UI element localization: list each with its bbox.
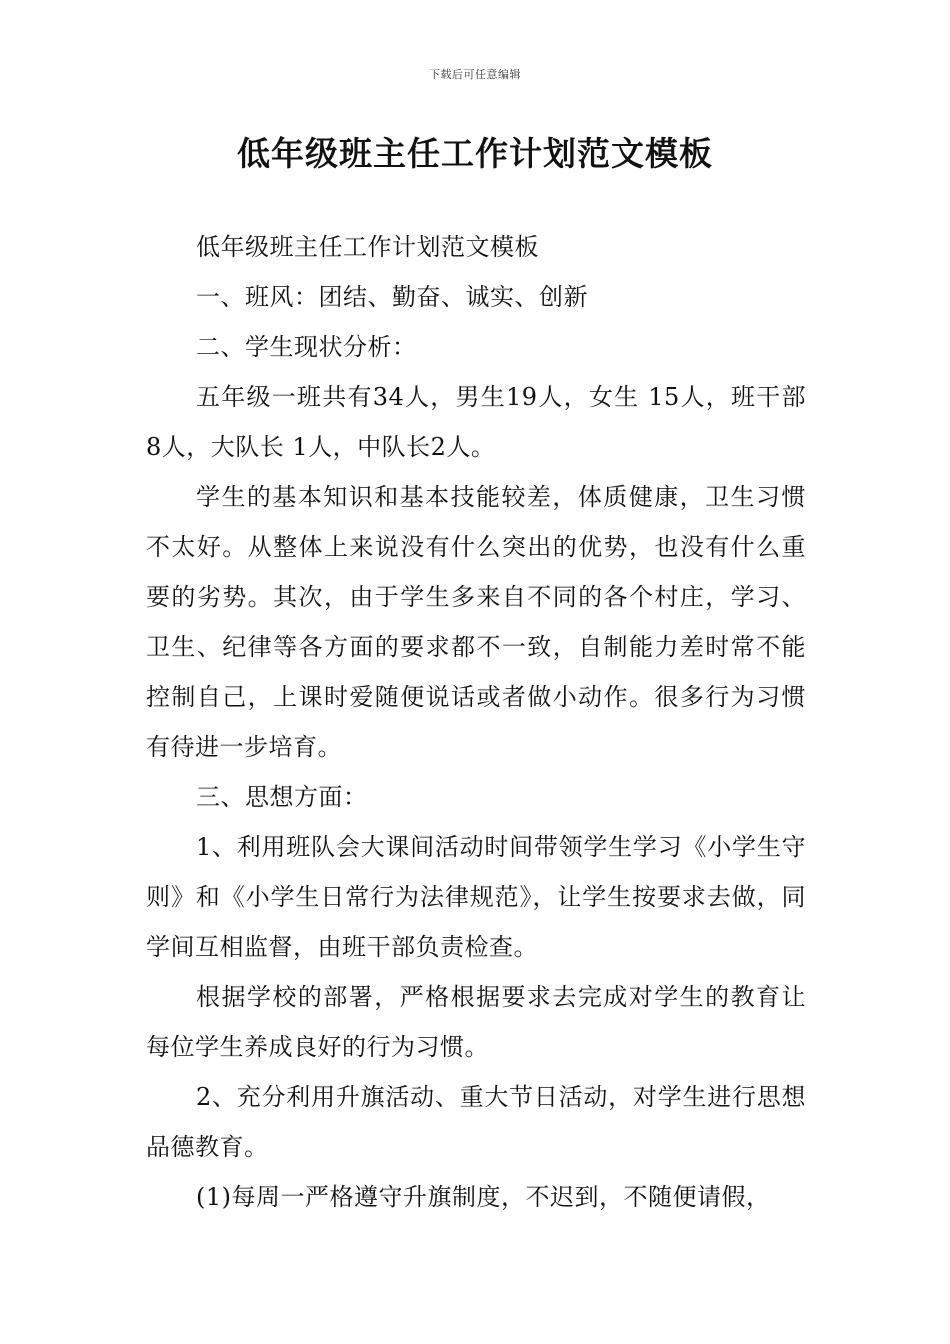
document-title: 低年级班主任工作计划范文模板	[237, 134, 713, 173]
paragraph-class-style: 一、班风：团结、勤奋、诚实、创新	[196, 283, 588, 311]
paragraph: 1、利用班队会大课间活动时间带领学生学习《小学生守则》和《小学生日常行为法律规范》，让学生按要求去做，同学间互相监督，由班干部负责检查。	[146, 833, 806, 961]
paragraph-section-heading: 三、思想方面：	[196, 783, 368, 811]
paragraph: 五年级一班共有34人，男生19人，女生 15人，班干部 8人，大队长 1人，中队长2人。	[146, 383, 806, 461]
paragraph: 学生的基本知识和基本技能较差，体质健康，卫生习惯不太好。从整体上来说没有什么突出的优势，也没有什么重要的劣势。其次，由于学生多来自不同的各个村庄，学习、卫生、纪律等各方面的要求都不一致，自制能力差时常不能控制自己，上课时爱随便说话或者做小动作。很多行为习惯有待进一步培育。	[146, 483, 806, 761]
paragraph-subtitle: 低年级班主任工作计划范文模板	[196, 233, 539, 261]
paragraph-section-heading: 二、学生现状分析：	[196, 333, 417, 361]
paragraph: 根据学校的部署，严格根据要求去完成对学生的教育让每位学生养成良好的行为习惯。	[146, 983, 806, 1061]
paragraph: 2、充分利用升旗活动、重大节日活动，对学生进行思想品德教育。	[146, 1083, 806, 1161]
paragraph: (1)每周一严格遵守升旗制度，不迟到，不随便请假，	[196, 1183, 771, 1211]
document-body	[146, 222, 806, 1222]
header-note: 下载后可任意编辑	[429, 68, 521, 81]
